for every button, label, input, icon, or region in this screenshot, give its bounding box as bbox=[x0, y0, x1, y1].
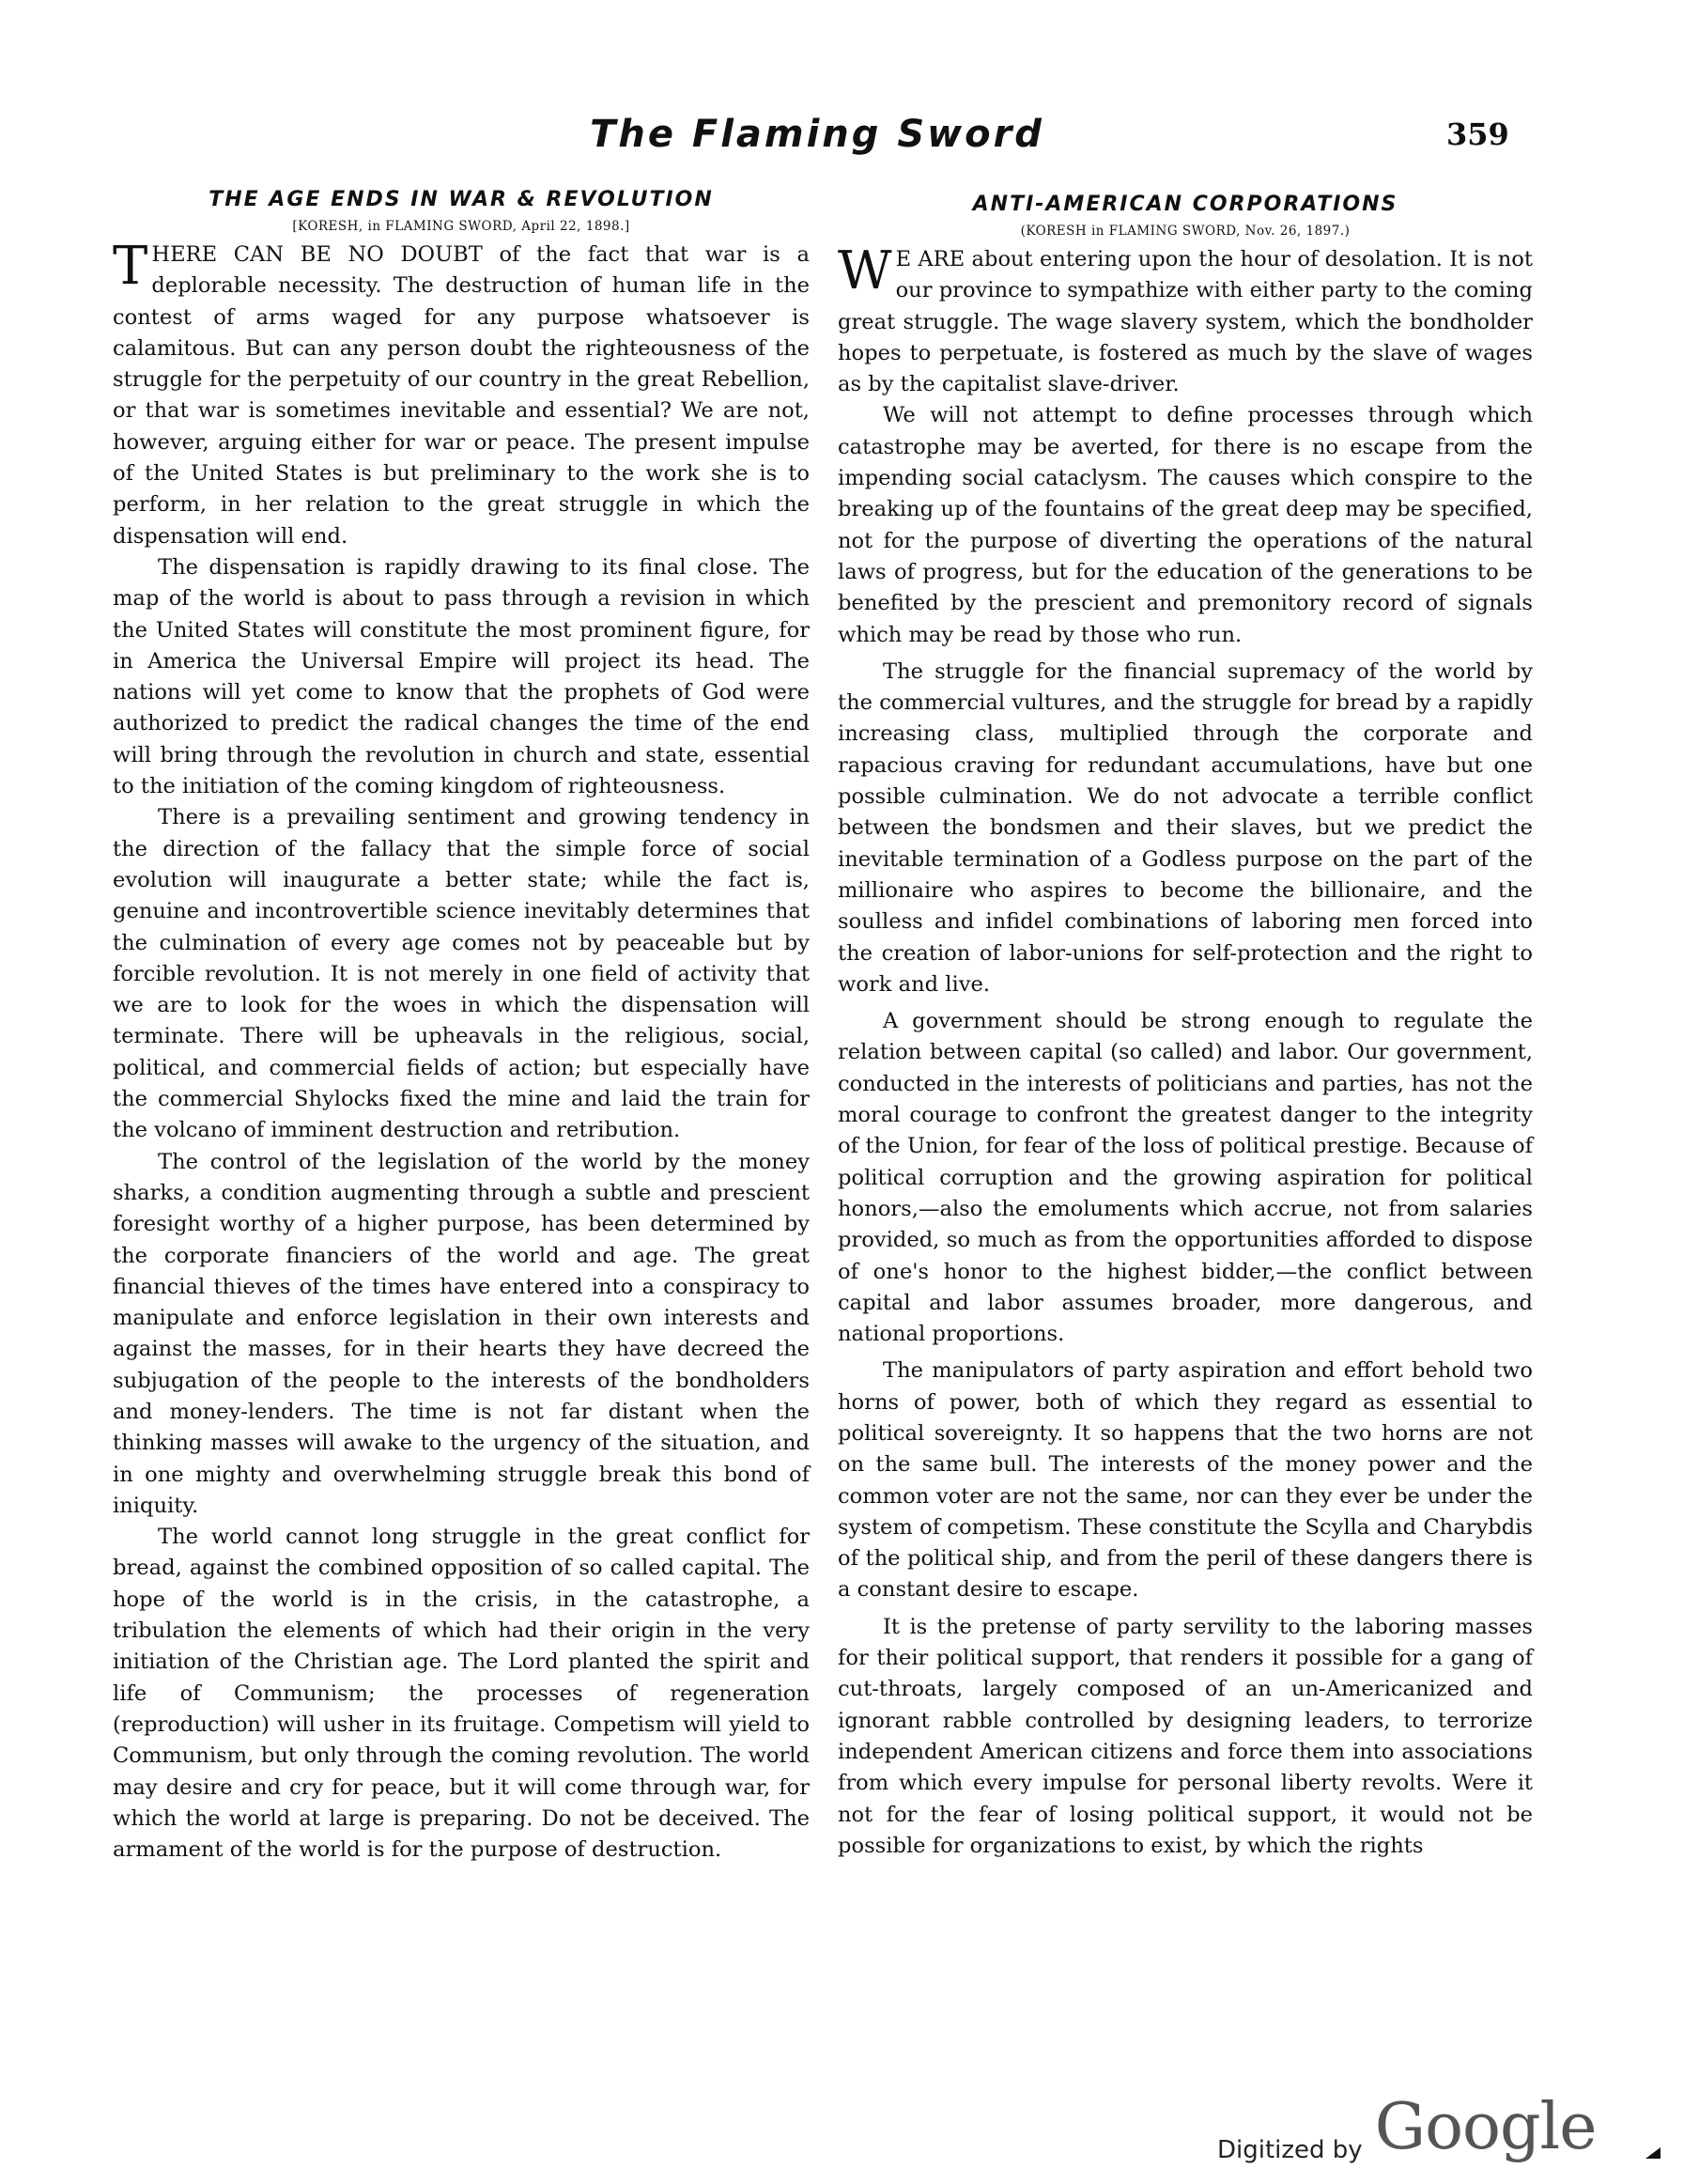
right-paragraph-6: It is the pretense of party servility to the laboring masses for their political support, that renders it possible for a gang of cut-throats, largely composed of an un-Americanized and ignorant rabble controlled by designing leaders, to terrorize independent American citizens and force them into associations from which every impulse for personal liberty revolts. Were it not for the fear of losing political support, it would not be possible for organizations to exist, by which the rights bbox=[838, 1614, 1533, 1858]
left-article-title: THE AGE ENDS IN WAR & REVOLUTION bbox=[209, 188, 714, 211]
page-number: 359 bbox=[1446, 116, 1509, 152]
publication-title: The Flaming Sword bbox=[590, 113, 1044, 156]
right-article-title: ANTI-AMERICAN CORPORATIONS bbox=[972, 193, 1398, 216]
right-paragraph-4: A government should be strong enough to regulate the relation between capital (so called) and labor. Our government, conducted in the interests of politicians and parties, has not the moral courage to confront the greatest danger to the integrity of the Union, for fear of the loss of political prestige. Because of political corruption and the growing aspiration for political honors,—also the emoluments which accrue, not from salaries provided, so much as from the opportunities afforded to dispose of one's honor to the highest bidder,—the conflict between capital and labor assumes broader, more dangerous, and national proportions. bbox=[838, 1009, 1533, 1347]
left-article-source: [KORESH, in FLAMING SWORD, April 22, 1898.] bbox=[292, 219, 630, 234]
left-paragraph-1: THERE CAN BE NO DOUBT of the fact that war is a deplorable necessity. The destruction of human life in the contest of arms waged for any purpose whatsoever is calamitous. But can any person doubt the righteousness of the struggle for the perpetuity of our country in the great Rebellion, or that war is sometimes inevitable and essential? We are not, however, arguing either for war or peace. The present impulse of the United States is but preliminary to the work she is to perform, in her relation to the great struggle in which the dispensation will end. bbox=[113, 236, 810, 549]
left-paragraph-2: The dispensation is rapidly drawing to its final close. The map of the world is about to pass through a revision in which the United States will constitute the most prominent figure, for in America the Universal Empire will project its head. The nations will yet come to know that the prophets of God were authorized to predict the radical changes the time of the end will bring through the revolution in church and state, essential to the initiation of the coming kingdom of righteousness. bbox=[113, 554, 810, 799]
page-header bbox=[0, 113, 1699, 169]
left-paragraph-4: The control of the legislation of the world by the money sharks, a condition augmenting through a subtle and prescient foresight worthy of a higher purpose, has been determined by the corporate financiers of the world and age. The great financial thieves of the times have entered into a conspiracy to manipulate and enforce legislation in their own interests and against the masses, for in their hearts they have decreed the subjugation of the people to the interests of the bondholders and money-lenders. The time is not far distant when the thinking masses will awake to the urgency of the situation, and in one mighty and overwhelming struggle break this bond of iniquity. bbox=[113, 1149, 810, 1518]
corner-mark-icon bbox=[1645, 2147, 1660, 2159]
right-article-source: (KORESH in FLAMING SWORD, Nov. 26, 1897.) bbox=[1020, 224, 1351, 239]
left-article bbox=[113, 188, 810, 1866]
right-article bbox=[838, 193, 1533, 1862]
left-paragraph-3: There is a prevailing sentiment and growing tendency in the direction of the fallacy that the simple force of social evolution will inaugurate a better state; while the fact is, genuine and incontrovertible science inevitably determines that the culmination of every age comes not by peaceable but by forcible revolution. It is not merely in one field of activity that we are to look for the woes in which the dispensation will terminate. There will be upheavals in the religious, social, political, and commercial fields of action; but especially have the commercial Shylocks fixed the mine and laid the train for the volcano of imminent destruction and retribution. bbox=[113, 805, 810, 1143]
digitized-label: Digitized by bbox=[1217, 2136, 1363, 2164]
left-dropcap: T bbox=[113, 236, 148, 297]
digitized-credit bbox=[1217, 2090, 1597, 2164]
right-dropcap: W bbox=[838, 240, 892, 302]
right-paragraph-1: W E ARE about entering upon the hour of desolation. It is not our province to sympathize with either party to the coming great struggle. The wage slavery system, which the bondholder hopes to perpetuate, is fostered as much by the slave of wages as by the capitalist slave-driver. bbox=[838, 240, 1533, 397]
google-logo: Google bbox=[1374, 2090, 1597, 2164]
left-paragraph-5: The world cannot long struggle in the great conflict for bread, against the combined opposition of so called capital. The hope of the world is in the crisis, in the catastrophe, a tribulation the elements of which had their origin in the very initiation of the Christian age. The Lord planted the spirit and life of Communism; the processes of regeneration (reproduction) will usher in its fruitage. Competism will yield to Communism, but only through the coming revolution. The world may desire and cry for peace, but it will come through war, for which the world at large is preparing. Do not be deceived. The armament of the world is for the purpose of destruction. bbox=[113, 1525, 810, 1863]
right-paragraph-3: The struggle for the financial supremacy of the world by the commercial vultures, and the struggle for bread by a rapidly increasing class, multiplied through the corporate and rapacious craving for redundant accumulations, have but one possible culmination. We do not advocate a terrible conflict between the bondsmen and their slaves, but we predict the inevitable termination of a Godless purpose on the part of the millionaire who aspires to become the billionaire, and the soulless and infidel combinations of laboring men forced into the creation of labor-unions for self-protection and the right to work and live. bbox=[838, 658, 1533, 997]
right-paragraph-2: We will not attempt to define processes through which catastrophe may be averted, for there is no escape from the impending social cataclysm. The causes which conspire to the breaking up of the fountains of the great deep may be specified, not for the purpose of diverting the operations of the natural laws of progress, but for the education of the generations to be benefited by the prescient and premonitory record of signals which may be read by those who run. bbox=[838, 403, 1533, 647]
right-paragraph-5: The manipulators of party aspiration and effort behold two horns of power, both of which they regard as essential to political sovereignty. It so happens that the two horns are not on the same bull. The interests of the money power and the common voter are not the same, nor can they ever be under the system of competism. These constitute the Scylla and Charybdis of the political ship, and from the peril of these dangers there is a constant desire to escape. bbox=[838, 1358, 1533, 1603]
